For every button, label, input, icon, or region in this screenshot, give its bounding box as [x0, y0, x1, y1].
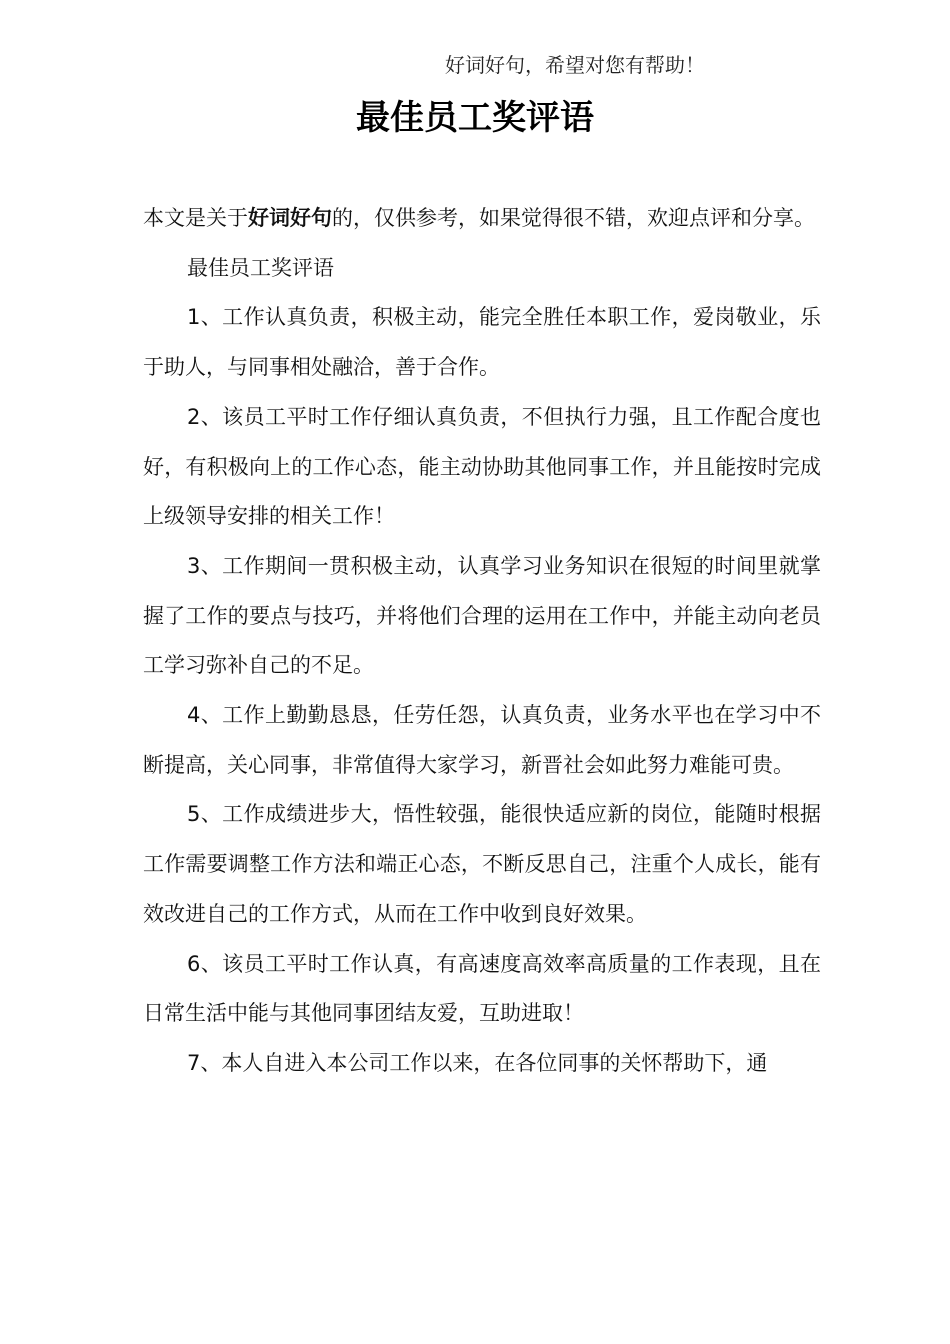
comment-paragraph-7: 7、本人自进入本公司工作以来，在各位同事的关怀帮助下，通	[187, 1050, 768, 1075]
section-subtitle: 最佳员工奖评语	[187, 255, 334, 280]
document-title: 最佳员工奖评语	[356, 98, 594, 138]
comment-paragraph-3: 3、工作期间一贯积极主动，认真学习业务知识在很短的时间里就掌握了工作的要点与技巧，并将他们合理的运用在工作中，并能主动向老员工学习弥补自己的不足。	[143, 553, 821, 678]
intro-suffix: 的，仅供参考，如果觉得很不错，欢迎点评和分享。	[332, 206, 815, 230]
intro-prefix: 本文是关于	[143, 206, 248, 230]
comment-paragraph-2: 2、该员工平时工作仔细认真负责，不但执行力强，且工作配合度也好，有积极向上的工作心态，能主动协助其他同事工作，并且能按时完成上级领导安排的相关工作！	[143, 404, 821, 529]
intro-keyword: 好词好句	[248, 206, 332, 230]
comment-paragraph-4: 4、工作上勤勤恳恳，任劳任怨，认真负责，业务水平也在学习中不断提高，关心同事，非常值得大家学习，新晋社会如此努力难能可贵。	[143, 703, 821, 777]
comment-paragraph-5: 5、工作成绩进步大，悟性较强，能很快适应新的岗位，能随时根据工作需要调整工作方法和端正心态，不断反思自己，注重个人成长，能有效改进自己的工作方式，从而在工作中收到良好效果。	[143, 802, 821, 926]
intro-paragraph	[143, 194, 821, 244]
comment-paragraph-1: 1、工作认真负责，积极主动，能完全胜任本职工作，爱岗敬业，乐于助人，与同事相处融洽，善于合作。	[143, 305, 821, 380]
document-body	[143, 194, 821, 1089]
comment-paragraph-6: 6、该员工平时工作认真，有高速度高效率高质量的工作表现，且在日常生活中能与其他同事团结友爱，互助进取！	[143, 951, 821, 1026]
header-note: 好词好句，希望对您有帮助！	[445, 53, 705, 77]
